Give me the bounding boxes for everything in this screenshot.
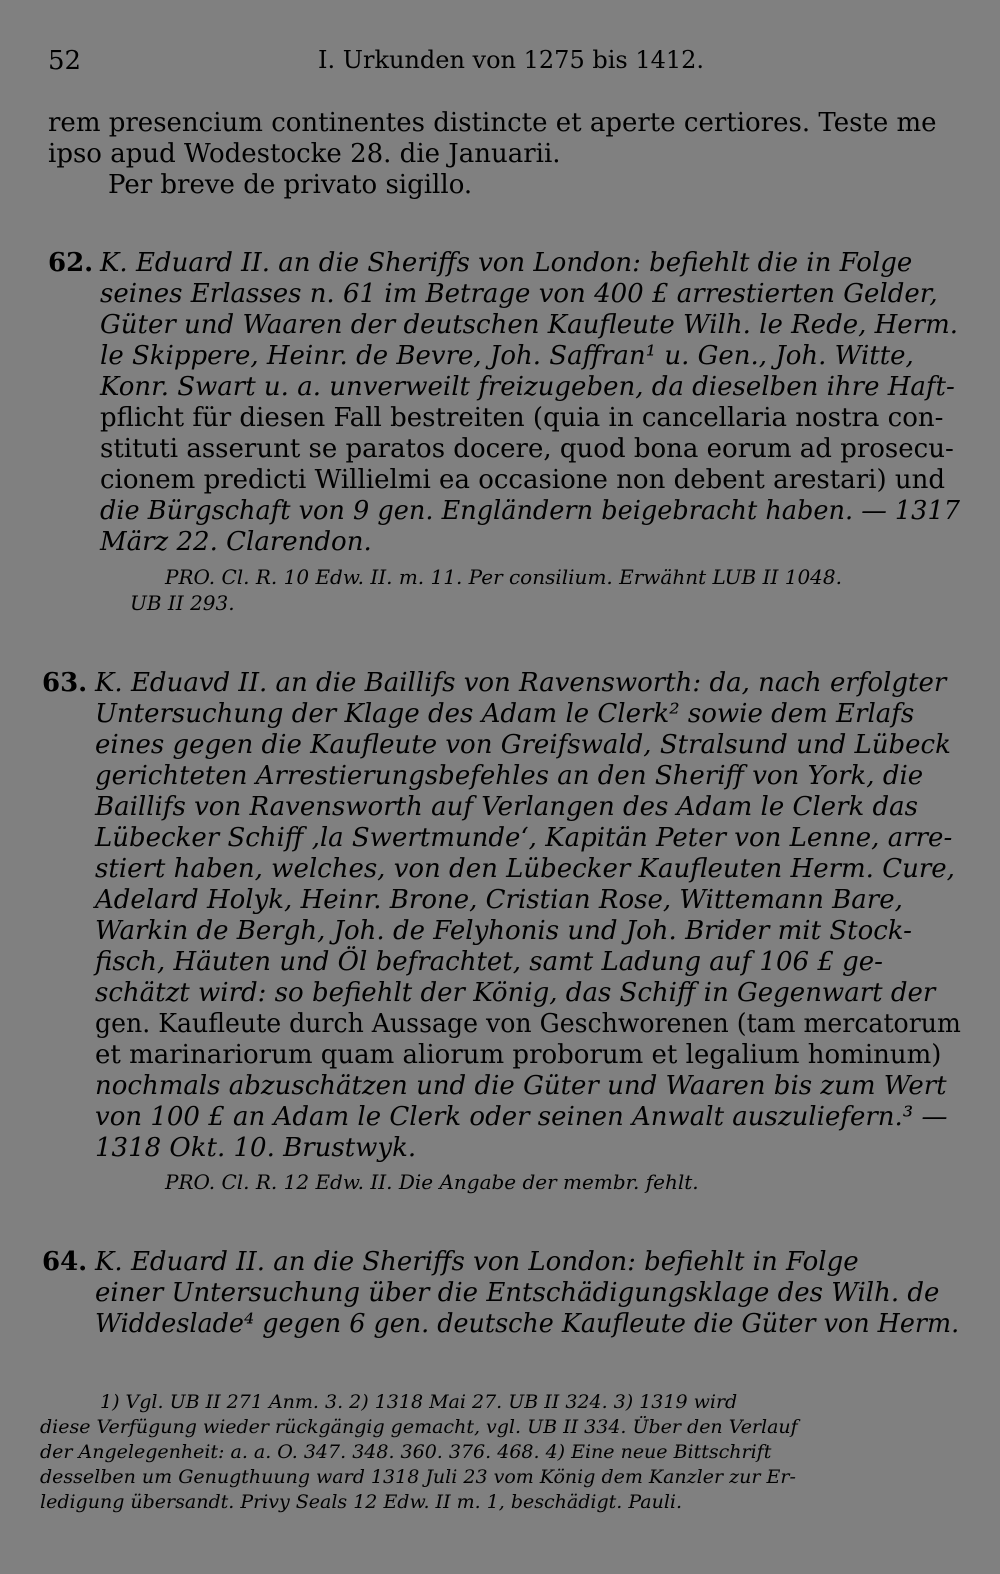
footnote-line: desselben um Genugthuung ward 1318 Juli 23 vom König dem Kanzler zur Er- — [40, 1466, 796, 1488]
source-note: PRO. Cl. R. 12 Edw. II. Die Angabe der membr. fehlt. — [165, 1170, 699, 1194]
regest-line: K. Eduavd II. an die Baillifs von Ravensworth: da, nach erfolgter — [95, 668, 947, 698]
regest-line: Adelard Holyk, Heinr. Brone, Cristian Rose, Wittemann Bare, — [95, 885, 903, 915]
intro-line: Per breve de privato sigillo. — [108, 170, 473, 200]
footnote-line: ledigung übersandt. Privy Seals 12 Edw. II m. 1, beschädigt. Pauli. — [40, 1491, 683, 1513]
regest-line: gerichteten Arrestierungsbefehles an den Sheriff von York, die — [95, 761, 924, 791]
regest-line: 1318 Okt. 10. Brustwyk. — [95, 1133, 417, 1163]
intro-line: rem presencium continentes distincte et aperte certiores. Teste me — [48, 108, 937, 138]
document-number: 62. — [48, 248, 94, 278]
regest-line: et marinariorum quam aliorum proborum et legalium hominum) — [95, 1040, 942, 1070]
regest-line: cionem predicti Willielmi ea occasione non debent arestari) und — [100, 465, 946, 495]
regest-line: März 22. Clarendon. — [100, 527, 372, 557]
source-note: PRO. Cl. R. 10 Edw. II. m. 11. Per consilium. Erwähnt LUB II 1048. — [165, 565, 842, 589]
regest-line: Baillifs von Ravensworth auf Verlangen des Adam le Clerk das — [95, 792, 918, 822]
document-number: 64. — [42, 1247, 88, 1277]
intro-line: ipso apud Wodestocke 28. die Januarii. — [48, 139, 561, 169]
regest-line: schätzt wird: so befiehlt der König, das Schiff in Gegenwart der — [95, 978, 936, 1008]
regest-line: stiert haben, welches, von den Lübecker Kaufleuten Herm. Cure, — [95, 854, 955, 884]
document-number: 63. — [42, 668, 88, 698]
regest-line: Lübecker Schiff ‚la Swertmunde‘, Kapitän Peter von Lenne, arre- — [95, 823, 953, 853]
footnote-line: diese Verfügung wieder rückgängig gemacht, vgl. UB II 334. Über den Verlauf — [40, 1416, 798, 1438]
regest-line: von 100 £ an Adam le Clerk oder seinen Anwalt auszuliefern.³ — — [95, 1102, 948, 1132]
regest-line: K. Eduard II. an die Sheriffs von London: befiehlt die in Folge — [100, 248, 913, 278]
regest-line: die Bürgschaft von 9 gen. Engländern beigebracht haben. — 1317 — [100, 496, 960, 526]
footnote-line: der Angelegenheit: a. a. O. 347. 348. 360. 376. 468. 4) Eine neue Bittschrift — [40, 1441, 772, 1463]
regest-line: pflicht für diesen Fall bestreiten (quia in cancellaria nostra con- — [100, 403, 944, 433]
regest-line: stituti asserunt se paratos docere, quod bona eorum ad prosecu- — [100, 434, 954, 464]
regest-line: gen. Kaufleute durch Aussage von Geschworenen (tam mercatorum — [95, 1009, 961, 1039]
regest-line: Untersuchung der Klage des Adam le Clerk² sowie dem Erlafs — [95, 699, 915, 729]
source-note: UB II 293. — [130, 591, 235, 615]
regest-line: Konr. Swart u. a. unverweilt freizugeben, da dieselben ihre Haft- — [100, 372, 955, 402]
regest-line: le Skippere, Heinr. de Bevre, Joh. Saffran¹ u. Gen., Joh. Witte, — [100, 341, 914, 371]
regest-line: fisch, Häuten und Öl befrachtet, samt Ladung auf 106 £ ge- — [95, 947, 883, 977]
footnote-line: 1) Vgl. UB II 271 Anm. 3. 2) 1318 Mai 27. UB II 324. 3) 1319 wird — [100, 1391, 738, 1413]
regest-line: Güter und Waaren der deutschen Kaufleute Wilh. le Rede, Herm. — [100, 310, 959, 340]
regest-line: K. Eduard II. an die Sheriffs von London: befiehlt in Folge — [95, 1247, 859, 1277]
running-title: I. Urkunden von 1275 bis 1412. — [318, 46, 705, 74]
regest-line: nochmals abzuschätzen und die Güter und Waaren bis zum Wert — [95, 1071, 947, 1101]
page-number: 52 — [48, 46, 82, 76]
regest-line: eines gegen die Kaufleute von Greifswald, Stralsund und Lübeck — [95, 730, 951, 760]
regest-line: seines Erlasses n. 61 im Betrage von 400 £ arrestierten Gelder, — [100, 279, 938, 309]
regest-line: Warkin de Bergh, Joh. de Felyhonis und Joh. Brider mit Stock- — [95, 916, 912, 946]
regest-line: Widdeslade⁴ gegen 6 gen. deutsche Kaufleute die Güter von Herm. — [95, 1309, 960, 1339]
regest-line: einer Untersuchung über die Entschädigungsklage des Wilh. de — [95, 1278, 940, 1308]
